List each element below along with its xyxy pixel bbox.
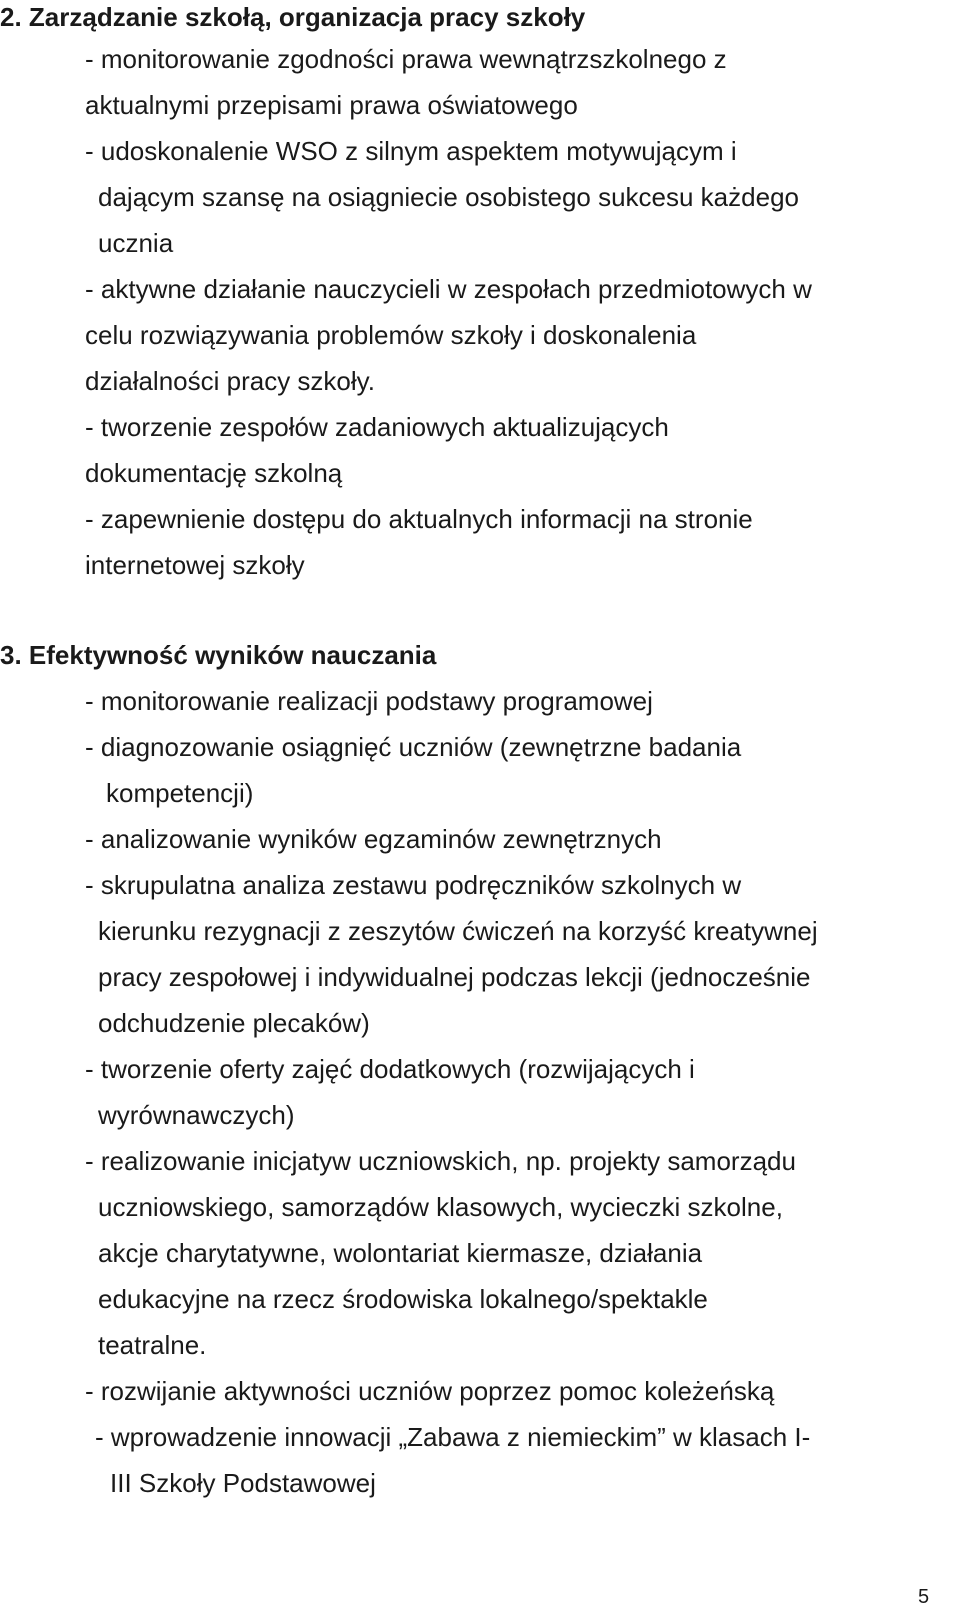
section-2-line: ucznia [98,228,174,258]
section-2-line: - zapewnienie dostępu do aktualnych informacji na stronie [85,504,753,534]
section-3-line: - monitorowanie realizacji podstawy programowej [85,686,653,716]
section-3-line: wyrównawczych) [98,1100,295,1130]
section-3-heading: 3. Efektywność wyników nauczania [0,640,437,670]
section-3-line: kompetencji) [106,778,254,808]
section-2-line: aktualnymi przepisami prawa oświatowego [85,90,578,120]
section-3-line: - tworzenie oferty zajęć dodatkowych (rozwijających i [85,1054,695,1084]
section-2-line: internetowej szkoły [85,550,305,580]
section-3-line: - rozwijanie aktywności uczniów poprzez pomoc koleżeńską [85,1376,775,1406]
section-2-line: - udoskonalenie WSO z silnym aspektem motywującym i [85,136,737,166]
section-2-line: działalności pracy szkoły. [85,366,375,396]
section-2-line: celu rozwiązywania problemów szkoły i doskonalenia [85,320,697,350]
section-3-line: - analizowanie wyników egzaminów zewnętrznych [85,824,662,854]
section-3-line: - diagnozowanie osiągnięć uczniów (zewnętrzne badania [85,732,742,762]
section-2-line: - monitorowanie zgodności prawa wewnątrzszkolnego z [85,44,727,74]
section-2-line: dającym szansę na osiągniecie osobistego sukcesu każdego [98,182,799,212]
section-2-line: - aktywne działanie nauczycieli w zespołach przedmiotowych w [85,274,812,304]
section-3-line: kierunku rezygnacji z zeszytów ćwiczeń na korzyść kreatywnej [98,916,818,946]
page-number: 5 [918,1586,930,1608]
section-3-line: edukacyjne na rzecz środowiska lokalnego/spektakle [98,1284,708,1314]
section-2-line: - tworzenie zespołów zadaniowych aktualizujących [85,412,669,442]
section-3-line: uczniowskiego, samorządów klasowych, wycieczki szkolne, [98,1192,783,1222]
section-2-heading: 2. Zarządzanie szkołą, organizacja pracy szkoły [0,2,586,32]
section-2-line: dokumentację szkolną [85,458,343,488]
section-3-line: akcje charytatywne, wolontariat kiermasze, działania [98,1238,703,1268]
section-3-line: III Szkoły Podstawowej [110,1468,376,1498]
section-3-line: teatralne. [98,1330,207,1360]
section-3-line: - skrupulatna analiza zestawu podręczników szkolnych w [85,870,742,900]
section-3-line: odchudzenie plecaków) [98,1008,370,1038]
section-3-line: - realizowanie inicjatyw uczniowskich, np. projekty samorządu [85,1146,796,1176]
section-3-line: pracy zespołowej i indywidualnej podczas lekcji (jednocześnie [98,962,811,992]
section-3-line: - wprowadzenie innowacji „Zabawa z niemieckim” w klasach I- [95,1422,811,1452]
